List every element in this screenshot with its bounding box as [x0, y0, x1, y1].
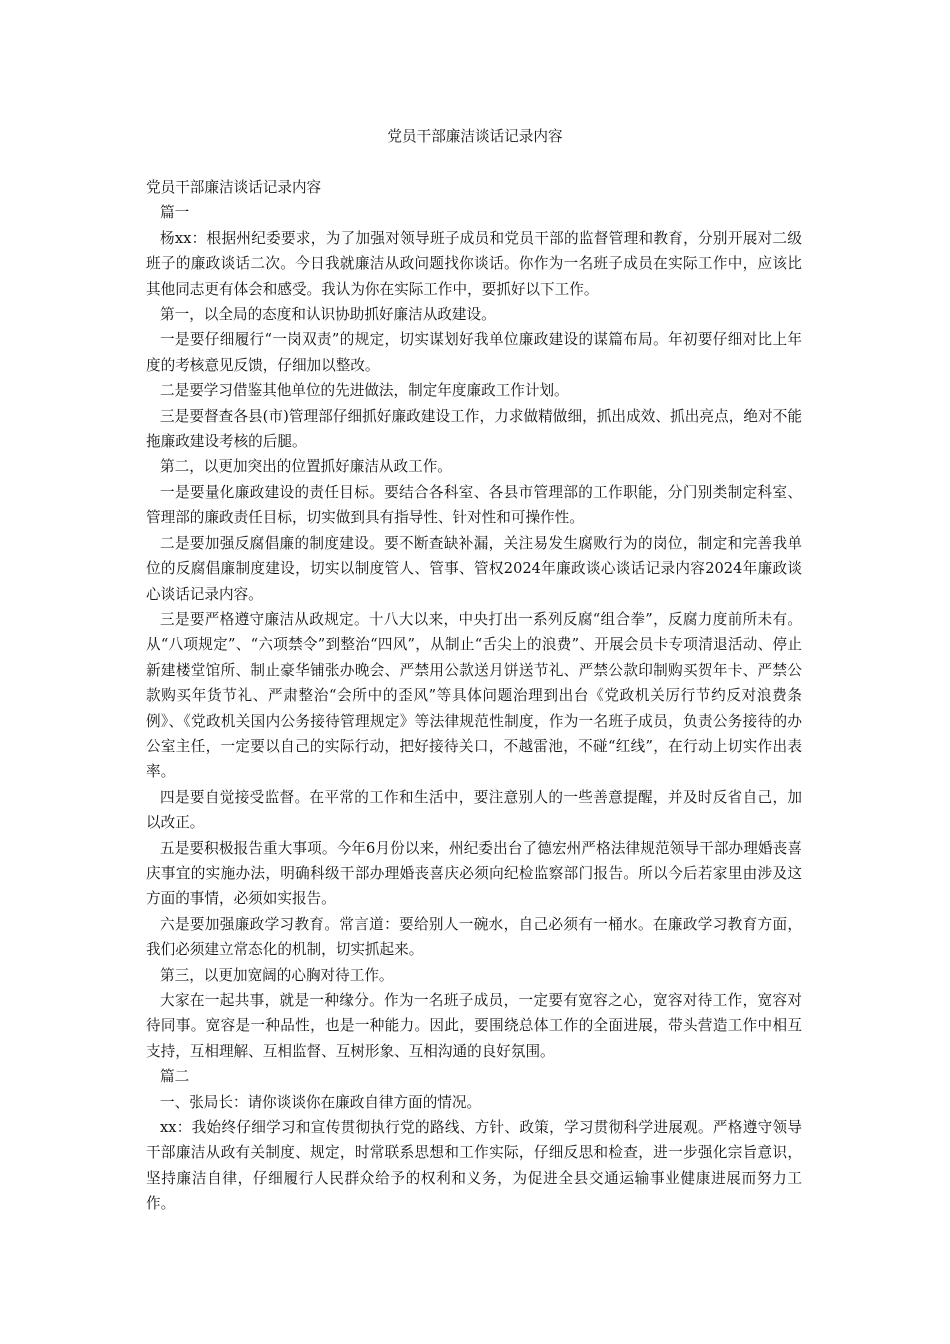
document-title: 党员干部廉洁谈话记录内容 [387, 128, 563, 145]
paragraph: 第二，以更加突出的位置抓好廉洁从政工作。 [160, 458, 452, 476]
paragraph: 四是要自觉接受监督。在平常的工作和生活中，要注意别人的一些善意提醒，并及时反省自己，加以改正。 [146, 788, 802, 832]
paragraph: 大家在一起共事，就是一种缘分。作为一名班子成员，一定要有宽容之心，宽容对待工作，宽容对待同事。宽容是一种品性，也是一种能力。因此，要围绕总体工作的全面进展，带头营造工作中相互支持，互相理解、互相监督、互树形象、互相沟通的良好氛围。 [146, 992, 802, 1060]
paragraph: 二是要加强反腐倡廉的制度建设。要不断查缺补漏，关注易发生腐败行为的岗位，制定和完善我单位的反腐倡廉制度建设，切实以制度管人、管事、管权2024年廉政谈心谈话记录内容2024年廉政谈心谈话记录内容。 [146, 534, 802, 603]
paragraph: 一是要仔细履行“一岗双责”的规定，切实谋划好我单位廉政建设的谋篇布局。年初要仔细对比上年度的考核意见反馈，仔细加以整改。 [146, 331, 802, 374]
paragraph: 第一，以全局的态度和认识协助抓好廉洁从政建设。 [160, 306, 496, 324]
paragraph: 二是要学习借鉴其他单位的先进做法，制定年度廉政工作计划。 [160, 382, 569, 400]
paragraph: 一是要量化廉政建设的责任目标。要结合各科室、各县市管理部的工作职能，分门别类制定科室、管理部的廉政责任目标，切实做到具有指导性、针对性和可操作性。 [146, 483, 802, 527]
paragraph: 五是要积极报告重大事项。今年6月份以来，州纪委出台了德宏州严格法律规范领导干部办理婚丧喜庆事宜的实施办法，明确科级干部办理婚丧喜庆必须向纪检监察部门报告。所以今后若家里由涉及这方面的事情，必须如实报告。 [146, 839, 802, 908]
paragraph: 六是要加强廉政学习教育。常言道：要给别人一碗水，自己必须有一桶水。在廉政学习教育方面，我们必须建立常态化的机制，切实抓起来。 [146, 915, 802, 959]
paragraph: 杨xx：根据州纪委要求，为了加强对领导班子成员和党员干部的监督管理和教育，分别开展对二级班子的廉政谈话二次。今日我就廉洁从政问题找你谈话。你作为一名班子成员在实际工作中，应该比其他同志更有体会和感受。我认为你在实际工作中，要抓好以下工作。 [146, 229, 802, 298]
section-heading-2: 篇二 [160, 1068, 190, 1086]
paragraph: 三是要督查各县(市)管理部仔细抓好廉政建设工作，力求做精做细，抓出成效、抓出亮点，绝对不能拖廉政建设考核的后腿。 [146, 407, 802, 451]
paragraph: xx：我始终仔细学习和宣传贯彻执行党的路线、方针、政策，学习贯彻科学进展观。严格遵守领导干部廉洁从政有关制度、规定，时常联系思想和工作实际，仔细反思和检查，进一步强化宗旨意识，坚持廉洁自律，仔细履行人民群众给予的权利和义务，为促进全县交通运输事业健康进展而努力工作。 [146, 1119, 802, 1213]
section-heading-1: 篇一 [160, 204, 190, 222]
subtitle: 党员干部廉洁谈话记录内容 [146, 179, 322, 196]
paragraph: 三是要严格遵守廉洁从政规定。十八大以来，中央打出一系列反腐“组合拳”，反腐力度前所未有。从“八项规定”、“六项禁令”到整治“四风”，从制止“舌尖上的浪费”、开展会员卡专项清退活动、停止新建楼堂馆所、制止豪华铺张办晚会、严禁用公款送月饼送节礼、严禁公款印制购买贺年卡、严禁公款购买年货节礼、严肃整治“会所中的歪风”等具体问题治理到出台《党政机关厉行节约反对浪费条例》、《党政机关国内公务接待管理规定》等法律规范性制度，作为一名班子成员，负责公务接待的办公室主任，一定要以自己的实际行动，把好接待关口，不越雷池，不碰“红线”，在行动上切实作出表率。 [146, 610, 802, 781]
document-body [146, 175, 802, 1217]
paragraph: 第三，以更加宽阔的心胸对待工作。 [160, 966, 394, 984]
paragraph: 一、张局长：请你谈谈你在廉政自律方面的情况。 [160, 1093, 482, 1111]
